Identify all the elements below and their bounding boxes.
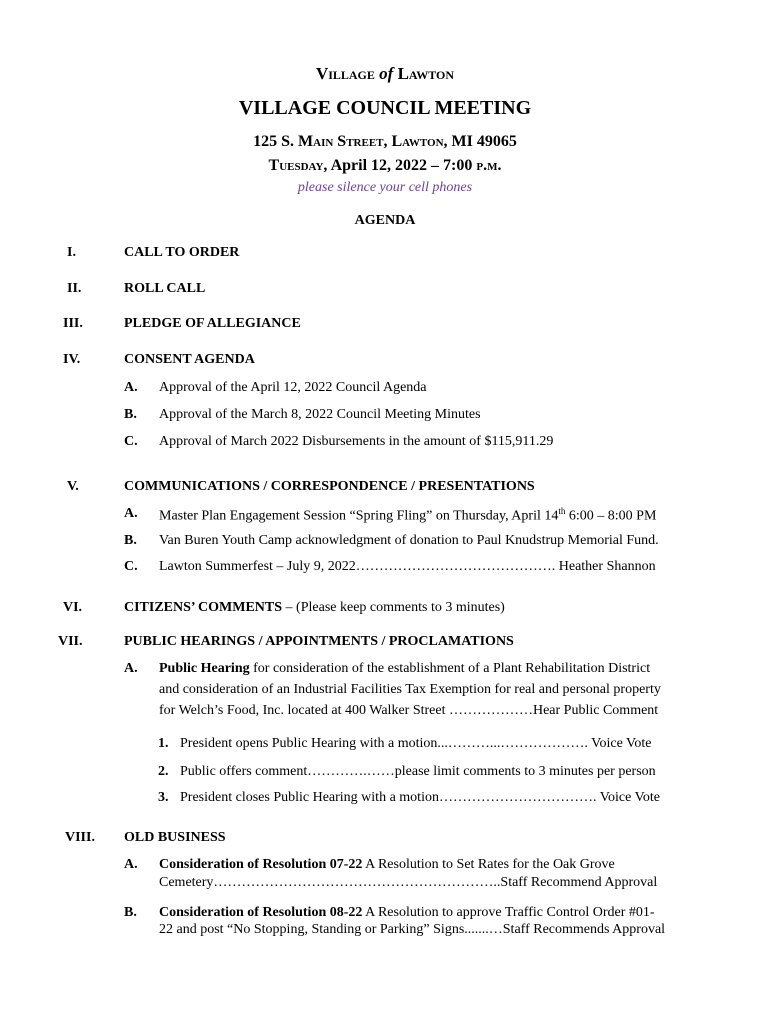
meeting-address: 125 S. Main Street, Lawton, MI 49065 [253, 133, 517, 150]
section-title: OLD BUSINESS [124, 830, 226, 845]
silence-phones-notice: please silence your cell phones [297, 180, 473, 195]
list-item: Approval of the April 12, 2022 Council Agenda [159, 380, 427, 395]
section-numeral: III. [63, 316, 83, 331]
section-numeral: II. [67, 281, 82, 296]
list-item: Approval of March 2022 Disbursements in the amount of $115,911.29 [159, 434, 554, 449]
section-numeral: I. [67, 245, 76, 260]
item-letter: A. [124, 380, 138, 395]
list-item: Public Hearing for consideration of the establishment of a Plant Rehabilitation District [159, 661, 651, 676]
section-title: CITIZENS’ COMMENTS – (Please keep comments to 3 minutes) [124, 600, 505, 615]
village-name: Village of Lawton [315, 64, 455, 83]
list-item: Master Plan Engagement Session “Spring Fling” on Thursday, April 14th 6:00 – 8:00 PM [159, 506, 657, 524]
list-item: Lawton Summerfest – July 9, 2022……………………………………. Heather Shannon [159, 559, 656, 574]
list-item-continuation: 22 and post “No Stopping, Standing or Parking” Signs.......…Staff Recommends Approval [159, 922, 666, 937]
item-letter: B. [124, 407, 137, 422]
list-item: Consideration of Resolution 08-22 A Resolution to approve Traffic Control Order #01- [159, 905, 655, 920]
subitem-number: 3. [158, 790, 169, 805]
subitem: President closes Public Hearing with a motion……………………………. Voice Vote [180, 790, 660, 805]
subitem-number: 1. [158, 736, 169, 751]
item-letter: B. [124, 533, 137, 548]
item-letter: A. [124, 857, 138, 872]
section-title: CONSENT AGENDA [124, 352, 255, 367]
subitem-number: 2. [158, 764, 169, 779]
section-numeral: VII. [58, 634, 83, 649]
section-title: ROLL CALL [124, 281, 206, 296]
list-item: Van Buren Youth Camp acknowledgment of donation to Paul Knudstrup Memorial Fund. [159, 533, 659, 548]
section-title: CALL TO ORDER [124, 245, 240, 260]
item-letter: A. [124, 506, 138, 521]
section-numeral: IV. [63, 352, 81, 367]
list-item-continuation: and consideration of an Industrial Facilities Tax Exemption for real and personal property [159, 682, 661, 697]
item-letter: C. [124, 559, 138, 574]
section-title: PLEDGE OF ALLEGIANCE [124, 316, 301, 331]
section-numeral: V. [67, 479, 79, 494]
section-title: PUBLIC HEARINGS / APPOINTMENTS / PROCLAMATIONS [124, 634, 514, 649]
list-item: Approval of the March 8, 2022 Council Meeting Minutes [159, 407, 481, 422]
list-item-continuation: Cemetery……………………………………………………..Staff Recommend Approval [159, 875, 658, 890]
item-letter: B. [124, 905, 137, 920]
meeting-date: Tuesday, April 12, 2022 – 7:00 p.m. [268, 157, 502, 174]
meeting-title: VILLAGE COUNCIL MEETING [238, 97, 532, 119]
item-letter: C. [124, 434, 138, 449]
subitem: President opens Public Hearing with a motion...………...………………. Voice Vote [180, 736, 652, 751]
section-numeral: VIII. [65, 830, 95, 845]
section-numeral: VI. [63, 600, 83, 615]
list-item-continuation: for Welch’s Food, Inc. located at 400 Walker Street ………………Hear Public Comment [159, 703, 659, 718]
section-title: COMMUNICATIONS / CORRESPONDENCE / PRESENTATIONS [124, 479, 535, 494]
list-item: Consideration of Resolution 07-22 A Resolution to Set Rates for the Oak Grove [159, 857, 615, 872]
agenda-heading: AGENDA [354, 213, 416, 228]
subitem: Public offers comment………….……please limit comments to 3 minutes per person [180, 764, 656, 779]
item-letter: A. [124, 661, 138, 676]
